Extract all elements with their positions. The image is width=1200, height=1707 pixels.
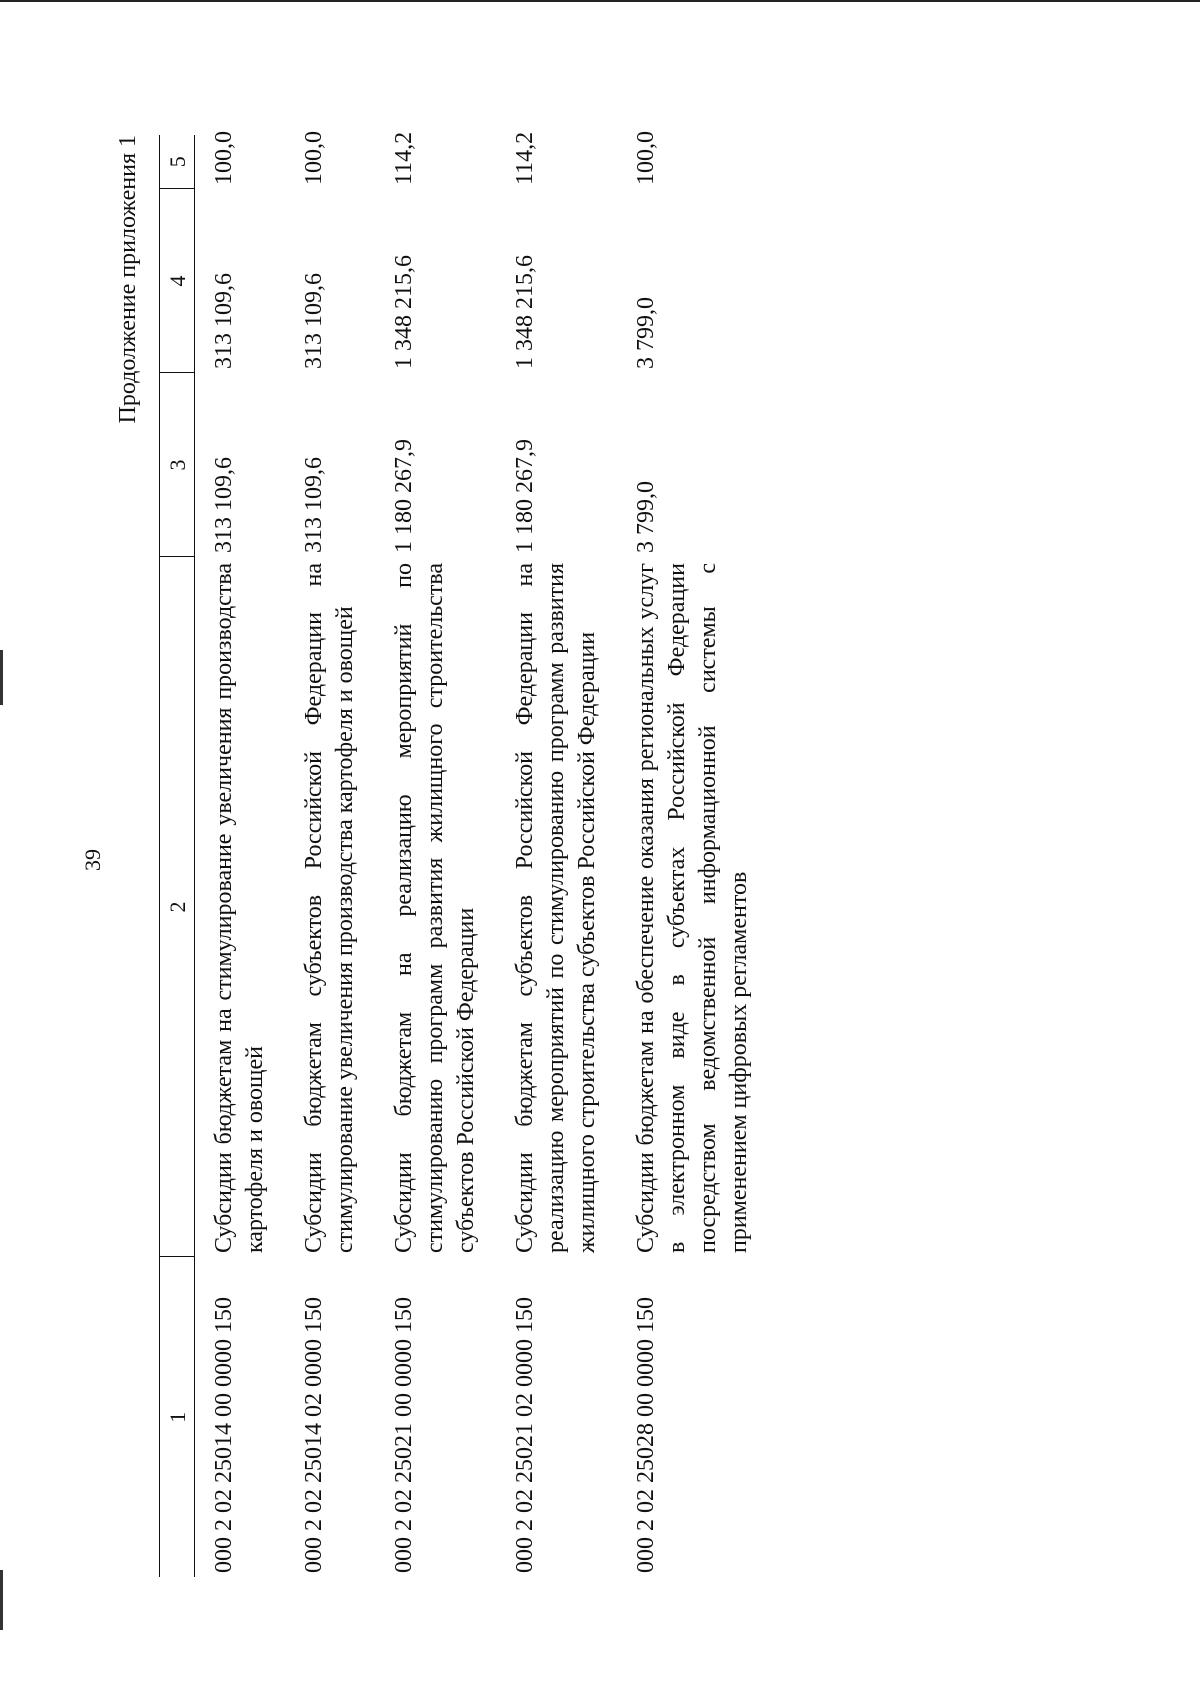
value-col-4: 1 348 215,6 <box>512 255 538 369</box>
value-col-3: 1 180 267,9 <box>391 439 417 553</box>
value-col-3: 3 799,0 <box>633 481 659 553</box>
header-col-3: 3 <box>160 373 195 557</box>
row-description: Субсидии бюджетам на реализацию мероприятий по стимулированию программ развития жилищного строительства субъектов Российской Федерации <box>391 563 479 1253</box>
percent-col-5: 114,2 <box>391 131 417 185</box>
table-row <box>617 135 769 1577</box>
table-row <box>375 135 496 1577</box>
header-col-5: 5 <box>160 135 195 189</box>
budget-code: 000 2 02 25014 02 0000 150 <box>301 1297 327 1573</box>
header-row <box>160 135 195 1577</box>
budget-table <box>159 131 769 1577</box>
budget-code: 000 2 02 25021 00 0000 150 <box>391 1297 417 1573</box>
header-col-4: 4 <box>160 189 195 373</box>
budget-code: 000 2 02 25021 02 0000 150 <box>512 1297 538 1573</box>
row-description: Субсидии бюджетам на обеспечение оказания региональных услуг в электронном виде в субъектах Российской Федерации посредством ведомственной информационной системы с применением цифровых регламентов <box>633 563 752 1253</box>
percent-col-5: 114,2 <box>512 131 538 185</box>
budget-code: 000 2 02 25014 00 0000 150 <box>211 1297 237 1573</box>
budget-code: 000 2 02 25028 00 0000 150 <box>633 1297 659 1573</box>
scan-edge-mark <box>0 650 3 705</box>
appendix-caption: Продолжение приложения 1 <box>115 135 141 424</box>
table-row <box>285 135 375 1577</box>
table-row <box>195 135 286 1577</box>
percent-col-5: 100,0 <box>301 131 327 185</box>
value-col-3: 313 109,6 <box>211 457 237 553</box>
percent-col-5: 100,0 <box>633 131 659 185</box>
header-col-1: 1 <box>160 1257 195 1577</box>
row-description: Субсидии бюджетам субъектов Российской Федерации на стимулирование увеличения производства картофеля и овощей <box>301 563 358 1253</box>
table-row <box>496 135 617 1577</box>
page-number: 39 <box>80 849 105 871</box>
rotated-landscape-page <box>75 110 1155 1610</box>
scan-edge-top <box>0 0 1200 2</box>
row-description: Субсидии бюджетам субъектов Российской Федерации на реализацию мероприятий по стимулированию программ развития жилищного строительства субъектов Российской Федерации <box>512 563 600 1253</box>
value-col-3: 1 180 267,9 <box>512 439 538 553</box>
value-col-4: 313 109,6 <box>301 273 327 369</box>
header-col-2: 2 <box>160 557 195 1257</box>
value-col-4: 3 799,0 <box>633 297 659 369</box>
row-description: Субсидии бюджетам на стимулирование увеличения производства картофеля и овощей <box>211 563 268 1253</box>
value-col-4: 313 109,6 <box>211 273 237 369</box>
percent-col-5: 100,0 <box>211 131 237 185</box>
value-col-3: 313 109,6 <box>301 457 327 553</box>
value-col-4: 1 348 215,6 <box>391 255 417 369</box>
scan-edge-mark <box>0 1570 3 1630</box>
